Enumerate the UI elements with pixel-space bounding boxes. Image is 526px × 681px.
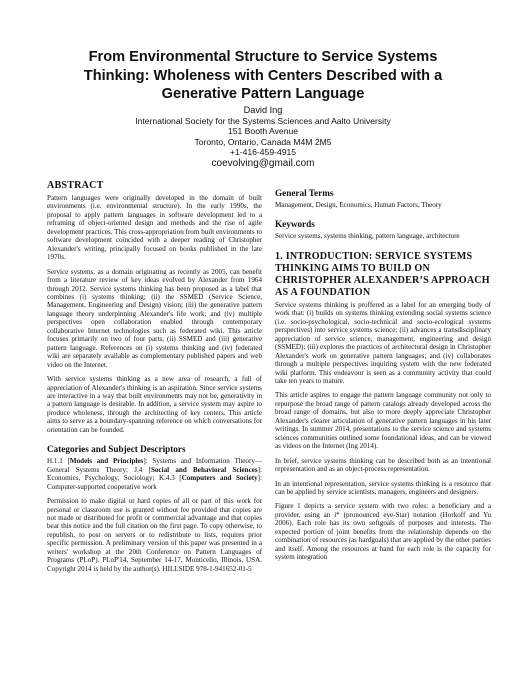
categories-text: H.1.1 [Models and Principles]: Systems and Information Theory—General Systems Theory; J.4 [Social and Behavioral Sciences]: Economics, Psychology, Sociology; K.4.3 [Computers and Society]: Computer-supported cooperative work (47, 457, 262, 491)
author-email: coevolving@gmail.com (211, 157, 315, 169)
author-name: David Ing (243, 105, 283, 115)
author-phone: +1-416-459-4915 (229, 147, 297, 157)
abstract-paragraph: With service systems thinking as a new area of research, a full of appreciation of Alexander's thinking is an aspiration. Since service systems are interactive in a way that built environments may not be, generativity in a pattern language is desirable. In addition, a service system may aspire to produce wholeness, through the architecting of key centers. This article aims to serve as a boundary-spanning reference on which conversations for orientation can be founded. (47, 375, 262, 434)
abstract-paragraph: Service systems, as a domain originating as recently as 2005, can benefit from a literature review of key ideas evolved by Alexander from 1964 through 2012. Service systems thinking has been proposed as a label that combines (i) systems thinking; (ii) the SSMED (Service Science, Management, Engineering and Design) vision; (iii) the generative pattern language theory underpinning Alexander's life work; and (iv) multiple perspectives open collaboration enabled through contemporary collaborative Internet technologies such as federated wiki. This article focuses primarily on two of four parts, (ii) SSMED and (iii) generative pattern language. References on (i) systems thinking and (iv) federated wiki are separately available as complementary published papers and web video on the Internet. (47, 267, 262, 369)
right-column (275, 188, 491, 568)
author-address: 151 Booth Avenue (227, 126, 299, 136)
abstract-heading: ABSTRACT (47, 180, 104, 191)
author-affiliation: International Society for the Systems Sciences and Aalto University (135, 115, 391, 126)
abstract-paragraph: Pattern languages were originally developed in the domain of built environments (i.e. environmental structure). In the early 1990s, the proposal to apply pattern languages in software development led to a reframing of object-oriented design and methods and the rise of agile development practices. This cross-appropriation from built environments to software development coincided with a deeper reading of Christopher Alexander's writing, principally focused on books published in the late 1970s. (47, 194, 262, 262)
intro-paragraph: Service systems thinking is proffered as a label for an emerging body of work that: (i) builds on systems thinking extending social systems science (i.e. socio-psychological, socio-technical and socio-ecological systems perspectives) into service systems science; (ii) advances a transdisciplinary appreciation of service science, management, engineering and design (SSMED); (iii) explores the practices of architectural design in Christopher Alexander's work on generative pattern languages; and (iv) collaborates through a multiple perspectives inquiring system with the new federated wiki platform. This endeavour is seen as a community activity that could take ten years to mature. (275, 300, 491, 385)
intro-paragraph: This article aspires to engage the pattern language community not only to repurpose the broad range of pattern catalogs already developed across the broad range of domains, but also to more deeply appreciate Christopher Alexander's clearer articulation of generative pattern languages in his later writings. In summer 2014, presentations to the service science and systems sciences communities outlined some foundational ideas, and can be viewed as videos on the Internet (Ing 2014). (275, 391, 491, 451)
intro-paragraph: Figure 1 depicts a service system with two roles: a beneficiary and a provider, using an i* (pronounced eye-Star) notation (Horkoff and Yu 2006). Each role has its own softgoals of purposes and interests. The expected portion of joint benefits from the relationship depends on the combination of resources (as hardgoals) that are applied by the other parties and itself. Among the resources at hand for each role is the capacity for system integration (275, 502, 491, 562)
paper-title (40, 48, 486, 104)
general-terms-heading: General Terms (275, 188, 334, 198)
keywords-heading: Keywords (275, 219, 315, 230)
author-block (60, 105, 466, 170)
categories-heading: Categories and Subject Descriptors (47, 444, 186, 455)
introduction-heading: 1. INTRODUCTION: SERVICE SYSTEMS THINKING AIMS TO BUILD ON CHRISTOPHER ALEXANDER’S APPROACH AS A FOUNDATION (275, 250, 490, 298)
general-terms-text: Management, Design, Economics, Human Factors, Theory (275, 201, 442, 209)
author-address: Toronto, Ontario, Canada M4M 2M5 (194, 136, 332, 147)
intro-paragraph: In brief, service systems thinking can be described both as an intentional representation and as an object-process representation. (275, 456, 491, 474)
permission-notice: Permission to make digital or hard copies of all or part of this work for personal or classroom use is granted without fee provided that copies are not made or distributed for profit or commercial advantage and that copies bear this notice and the full citation on the first page. To copy otherwise, to republish, to post on servers or to redistribute to lists, requires prior specific permission. A preliminary version of this paper was presented in a writers' workshop at the 20th Conference on Pattern Languages of Programs (PLoP). PLoP'14, September 14-17, Monticello, Illinois, USA. Copyright 2014 is held by the author(s). HILLSIDE 978-1-941652-01-5 (47, 497, 262, 573)
left-column (47, 180, 262, 579)
title-line: From Environmental Structure to Service Systems (88, 49, 438, 65)
intro-paragraph: In an intentional representation, service systems thinking is a resource that can be applied by service scientists, managers, engineers and designers. (275, 479, 491, 496)
keywords-text: Service systems, systems thinking, pattern language, architecture (275, 232, 460, 241)
title-line: Generative Pattern Language (161, 86, 365, 102)
title-line: Thinking: Wholeness with Centers Described with a (83, 67, 443, 84)
